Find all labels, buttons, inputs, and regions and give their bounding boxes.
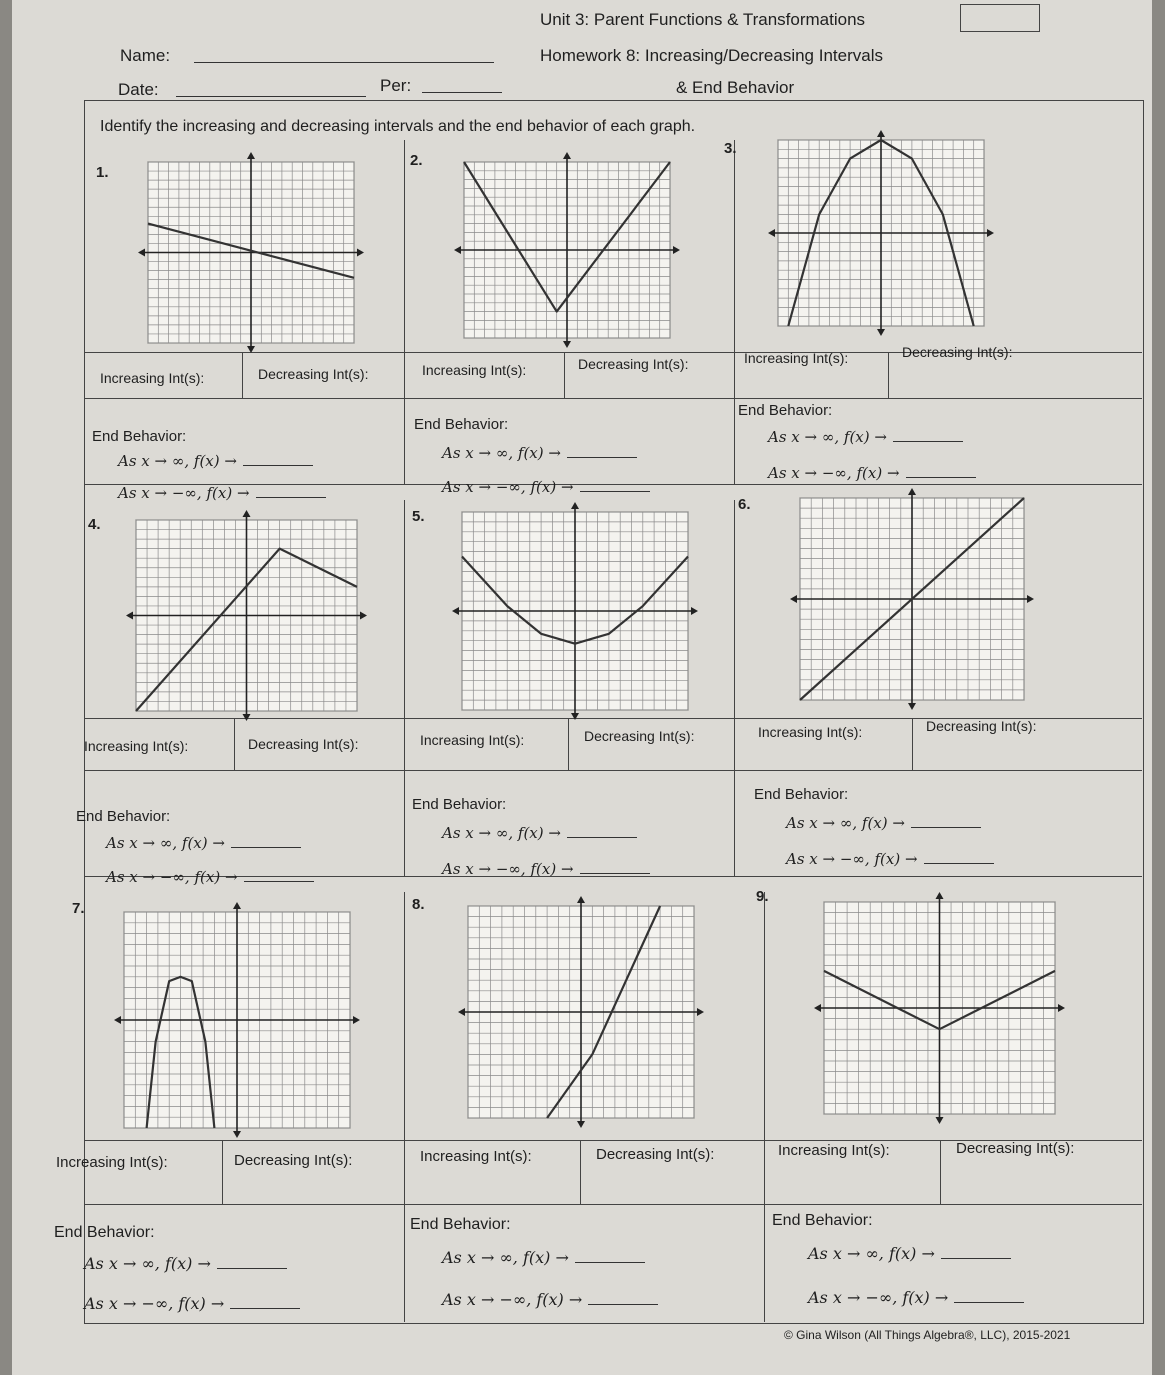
end-behavior-neg: As x → −∞, f(x) → (118, 484, 326, 502)
answer-blank[interactable] (230, 1296, 300, 1309)
per-field[interactable] (422, 72, 502, 93)
end-behavior-neg: As x → −∞, f(x) → (442, 478, 650, 496)
end-behavior-pos: As x → ∞, f(x) → (442, 1248, 645, 1267)
answer-blank[interactable] (217, 1256, 287, 1269)
decreasing-label: Decreasing Int(s): (584, 728, 695, 744)
increasing-label: Increasing Int(s): (420, 1148, 532, 1165)
answer-blank[interactable] (244, 869, 314, 882)
decreasing-label: Decreasing Int(s): (926, 718, 1037, 734)
end-behavior-label: End Behavior: (54, 1224, 155, 1241)
end-behavior-neg: As x → −∞, f(x) → (808, 1288, 1024, 1307)
graph-3 (766, 128, 996, 338)
homework-title: Homework 8: Increasing/Decreasing Intervals (540, 46, 883, 65)
divider (764, 892, 765, 1322)
problem-number: 5. (412, 508, 425, 525)
answer-blank[interactable] (567, 445, 637, 458)
problem-number: 6. (738, 496, 751, 513)
graph-9 (812, 890, 1067, 1126)
date-label: Date: (118, 80, 159, 99)
divider (222, 1140, 223, 1204)
graph-8 (456, 894, 706, 1130)
problem-number: 4. (88, 516, 101, 533)
decreasing-label: Decreasing Int(s): (596, 1146, 715, 1163)
end-behavior-pos: As x → ∞, f(x) → (442, 824, 637, 842)
answer-blank[interactable] (588, 1292, 658, 1305)
divider (84, 770, 1142, 771)
end-behavior-pos: As x → ∞, f(x) → (768, 428, 963, 446)
answer-blank[interactable] (575, 1250, 645, 1263)
end-behavior-label: End Behavior: (410, 1216, 511, 1233)
increasing-label: Increasing Int(s): (744, 350, 849, 366)
answer-blank[interactable] (580, 479, 650, 492)
divider (404, 140, 405, 484)
end-behavior-pos: As x → ∞, f(x) → (786, 814, 981, 832)
divider (734, 140, 735, 484)
end-behavior-neg: As x → −∞, f(x) → (768, 464, 976, 482)
end-behavior-label: End Behavior: (92, 428, 187, 445)
increasing-label: Increasing Int(s): (84, 738, 189, 754)
copyright-footer: © Gina Wilson (All Things Algebra®, LLC), 2015-2021 (784, 1328, 1071, 1342)
end-behavior-label: End Behavior: (754, 786, 849, 803)
increasing-label: Increasing Int(s): (758, 724, 863, 740)
answer-blank[interactable] (906, 465, 976, 478)
worksheet (12, 0, 1152, 1375)
per-label: Per: (380, 76, 412, 95)
divider (404, 892, 405, 1322)
end-behavior-label: End Behavior: (772, 1212, 873, 1229)
divider (404, 500, 405, 876)
divider (564, 352, 565, 398)
graph-1 (136, 150, 366, 355)
end-behavior-neg: As x → −∞, f(x) → (442, 1290, 658, 1309)
decreasing-label: Decreasing Int(s): (578, 356, 689, 372)
graph-7 (112, 900, 362, 1140)
answer-blank[interactable] (231, 835, 301, 848)
unit-title: Unit 3: Parent Functions & Transformations (540, 10, 866, 29)
graph-4 (124, 508, 369, 723)
answer-blank[interactable] (911, 815, 981, 828)
divider (568, 718, 569, 770)
divider (242, 352, 243, 398)
problem-number: 2. (410, 152, 423, 169)
divider (912, 718, 913, 770)
answer-blank[interactable] (243, 453, 313, 466)
graph-5 (450, 500, 700, 722)
divider (84, 1204, 1142, 1205)
divider (234, 718, 235, 770)
answer-blank[interactable] (893, 429, 963, 442)
problem-number: 9. (756, 888, 769, 905)
problem-number: 3. (724, 140, 737, 157)
divider (84, 398, 1142, 399)
end-behavior-neg: As x → −∞, f(x) → (442, 860, 650, 878)
divider (888, 352, 889, 398)
end-behavior-neg: As x → −∞, f(x) → (786, 850, 994, 868)
decreasing-label: Decreasing Int(s): (234, 1152, 353, 1169)
name-field[interactable] (194, 40, 494, 63)
graph-6 (788, 486, 1036, 712)
problem-number: 1. (96, 164, 109, 181)
answer-blank[interactable] (567, 825, 637, 838)
end-behavior-label: End Behavior: (412, 796, 507, 813)
graph-2 (452, 150, 682, 350)
increasing-label: Increasing Int(s): (420, 732, 525, 748)
decreasing-label: Decreasing Int(s): (956, 1140, 1075, 1157)
date-field[interactable] (176, 76, 366, 97)
problem-number: 7. (72, 900, 85, 917)
name-label: Name: (120, 46, 171, 65)
end-behavior-pos: As x → ∞, f(x) → (118, 452, 313, 470)
answer-blank[interactable] (580, 861, 650, 874)
score-box[interactable] (960, 4, 1040, 32)
decreasing-label: Decreasing Int(s): (902, 344, 1013, 360)
end-behavior-pos: As x → ∞, f(x) → (808, 1244, 1011, 1263)
end-behavior-neg: As x → −∞, f(x) → (84, 1294, 300, 1313)
end-behavior-neg: As x → −∞, f(x) → (106, 868, 314, 886)
increasing-label: Increasing Int(s): (422, 362, 527, 378)
answer-blank[interactable] (256, 485, 326, 498)
end-behavior-label: End Behavior: (738, 402, 833, 419)
end-behavior-label: End Behavior: (414, 416, 509, 433)
homework-subtitle: & End Behavior (676, 78, 795, 97)
answer-blank[interactable] (954, 1290, 1024, 1303)
end-behavior-pos: As x → ∞, f(x) → (106, 834, 301, 852)
increasing-label: Increasing Int(s): (778, 1142, 890, 1159)
answer-blank[interactable] (924, 851, 994, 864)
end-behavior-pos: As x → ∞, f(x) → (442, 444, 637, 462)
increasing-label: Increasing Int(s): (56, 1154, 168, 1171)
problem-number: 8. (412, 896, 425, 913)
divider (734, 500, 735, 876)
decreasing-label: Decreasing Int(s): (248, 736, 359, 752)
increasing-label: Increasing Int(s): (100, 370, 205, 386)
answer-blank[interactable] (941, 1246, 1011, 1259)
end-behavior-pos: As x → ∞, f(x) → (84, 1254, 287, 1273)
instructions: Identify the increasing and decreasing intervals and the end behavior of each graph. (100, 118, 696, 135)
decreasing-label: Decreasing Int(s): (258, 366, 369, 382)
divider (580, 1140, 581, 1204)
divider (940, 1140, 941, 1204)
end-behavior-label: End Behavior: (76, 808, 171, 825)
